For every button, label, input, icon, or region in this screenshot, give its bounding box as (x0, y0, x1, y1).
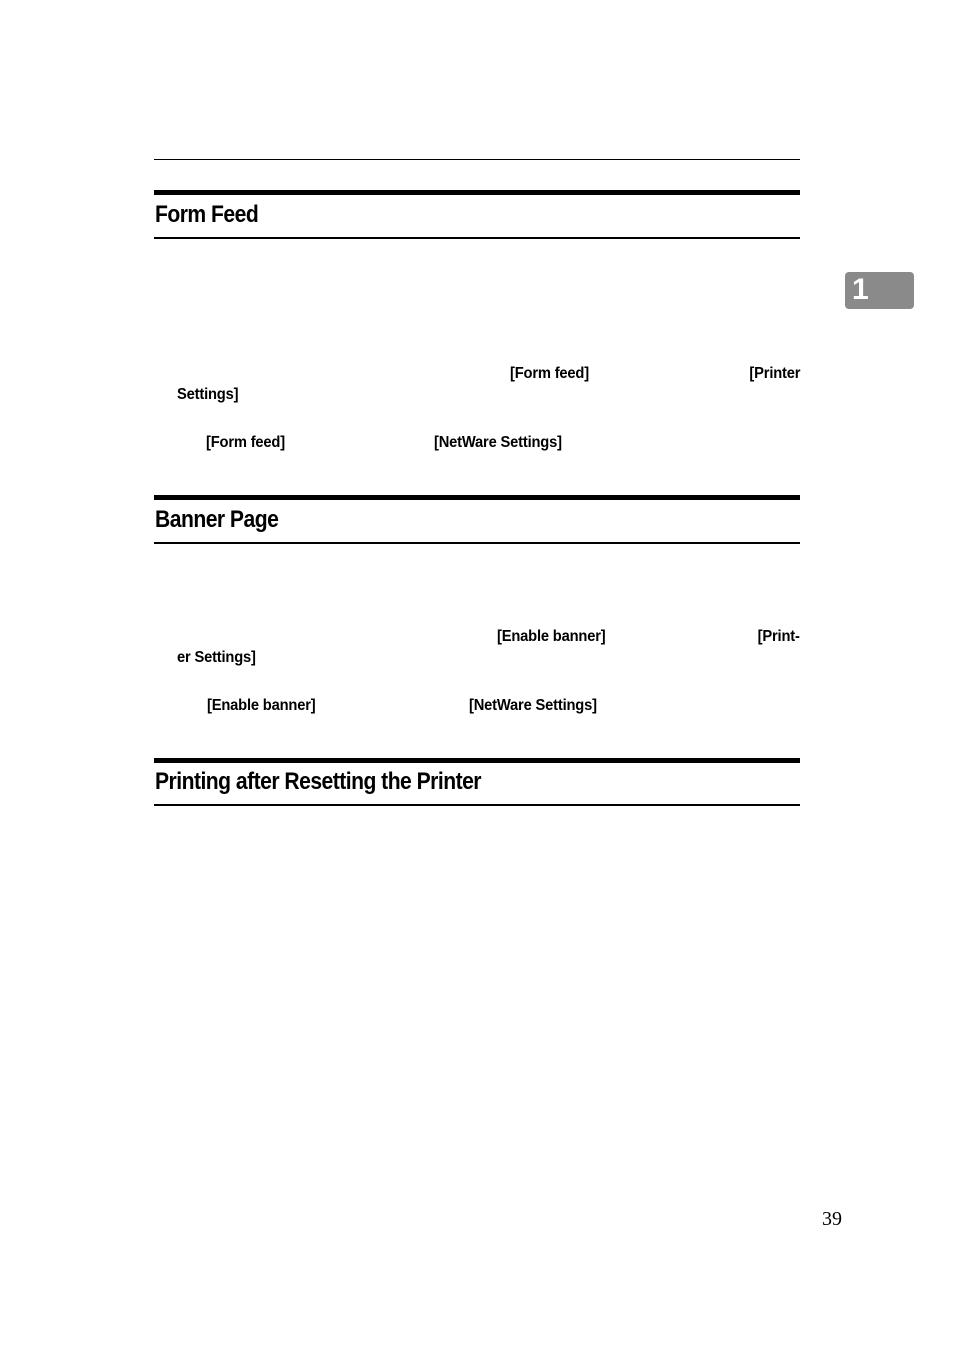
form-feed-top-rule (154, 190, 800, 195)
reset-section-top-rule (154, 758, 800, 763)
reset-section-bottom-rule (154, 804, 800, 806)
enable-banner-ref: [Enable banner] (497, 628, 606, 645)
banner-page-top-rule (154, 495, 800, 500)
form-feed-setting-ref: [Form feed] (510, 365, 589, 382)
printer-settings-ref-part2-b: er Settings] (177, 649, 256, 666)
top-rule (154, 159, 800, 160)
banner-page-heading: Banner Page (155, 506, 279, 533)
chapter-number: 1 (852, 273, 869, 306)
netware-settings-ref-b: [NetWare Settings] (469, 697, 597, 714)
form-feed-setting-ref-2: [Form feed] (206, 434, 285, 451)
netware-settings-ref: [NetWare Settings] (434, 434, 562, 451)
form-feed-bottom-rule (154, 237, 800, 239)
printing-after-reset-heading: Printing after Resetting the Printer (155, 768, 481, 795)
form-feed-heading: Form Feed (155, 201, 259, 228)
printer-settings-ref-part1: [Printer (749, 365, 800, 382)
banner-page-bottom-rule (154, 542, 800, 544)
enable-banner-ref-2: [Enable banner] (207, 697, 316, 714)
printer-settings-ref-part1-b: [Print- (757, 628, 800, 645)
chapter-tab (845, 272, 914, 309)
printer-settings-ref-part2: Settings] (177, 386, 239, 403)
page-number: 39 (822, 1208, 842, 1230)
